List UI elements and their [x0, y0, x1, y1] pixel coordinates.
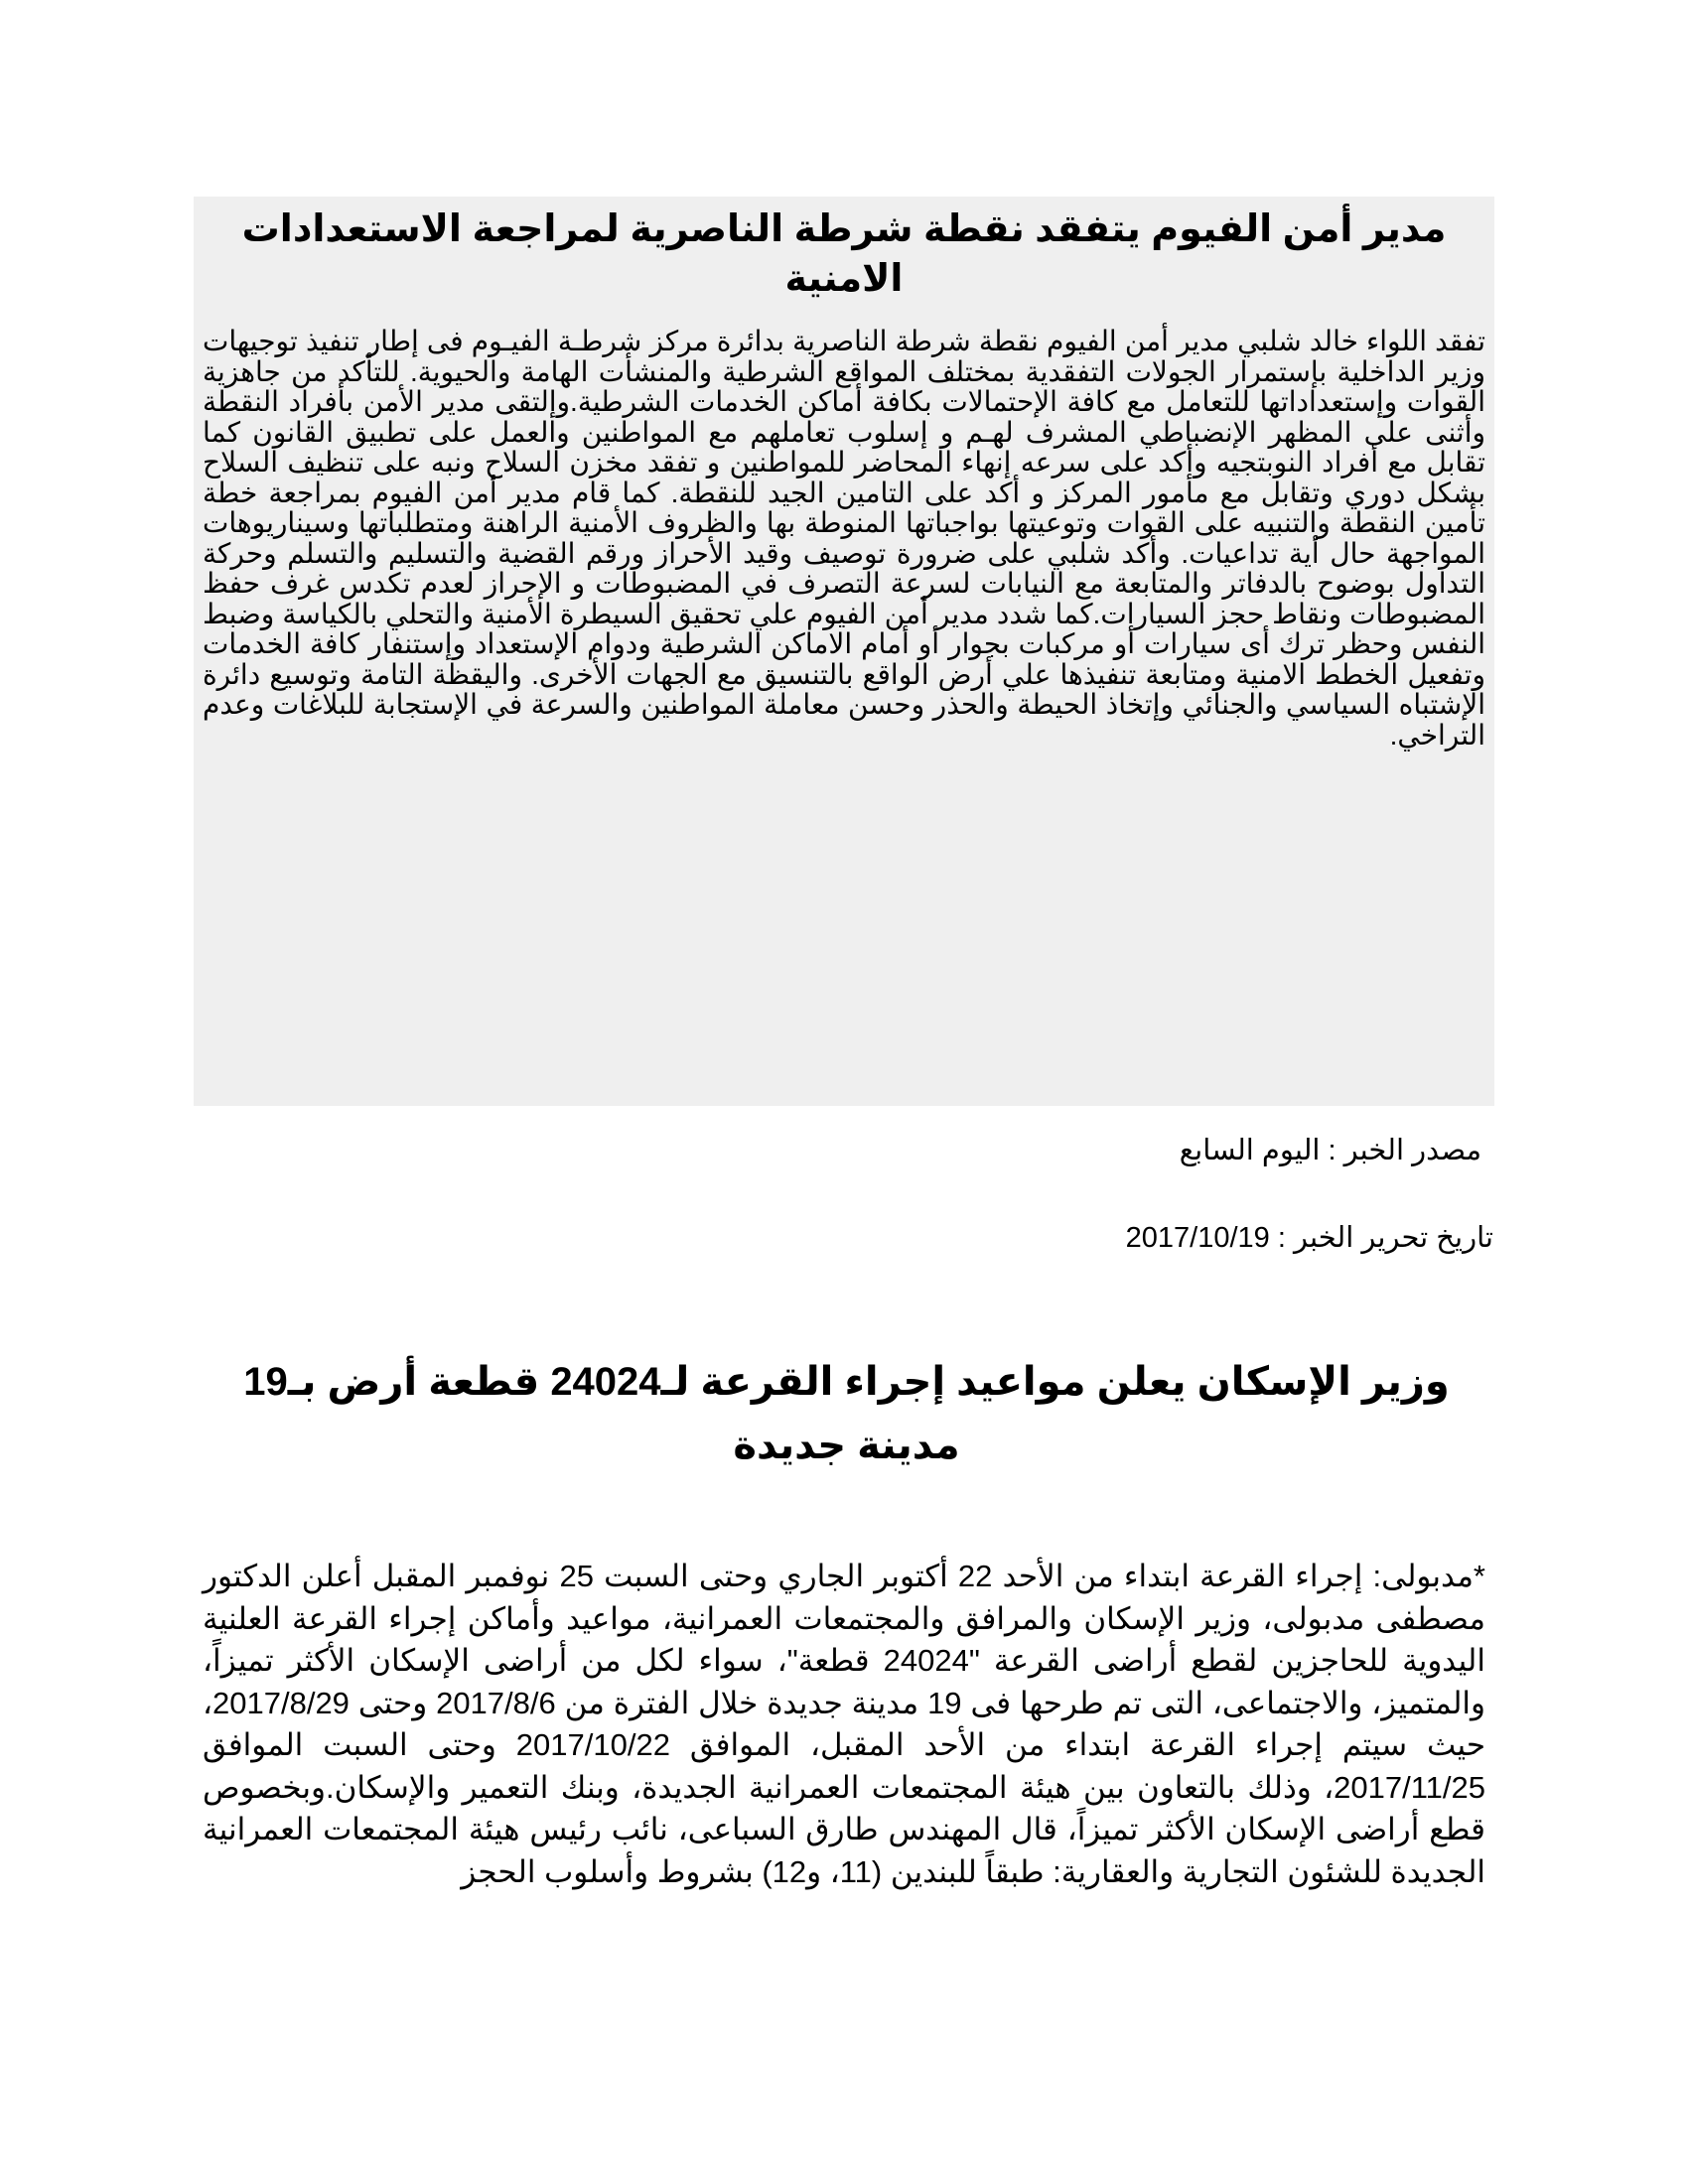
article2-body: *مدبولى: إجراء القرعة ابتداء من الأحد 22 أكتوبر الجاري وحتى السبت 25 نوفمبر المقبل أعلن الدكتور مصطفى مدبولى، وزير الإسكان والمرافق والمجتمعات العمرانية، مواعيد وأماكن إجراء القرعة العلنية اليدوية للحاجزين لقطع أراضى القرعة "24024 قطعة"، سواء لكل من أراضى الإسكان الأكثر تميزاً، والمتميز، والاجتماعى، التى تم طرحها فى 19 مدينة جديدة خلال الفترة من 2017/8/6 وحتى 2017/8/29، حيث سيتم إجراء القرعة ابتداء من الأحد المقبل، الموافق 2017/10/22 وحتى السبت الموافق 2017/11/25، وذلك بالتعاون بين هيئة المجتمعات العمرانية الجديدة، وبنك التعمير والإسكان.وبخصوص قطع أراضى الإسكان الأكثر تميزاً، قال المهندس طارق السباعى، نائب رئيس هيئة المجتمعات العمرانية الجديدة للشئون التجارية والعقارية: طبقاً للبندين (11، و12) بشروط وأسلوب الحجز [203, 1559, 1485, 1889]
article1-body: تفقد اللواء خالد شلبي مدير أمن الفيوم نقطة شرطة الناصرية بدائرة مركز شرطـة الفيـوم فى إطار تنفيذ توجيهات وزير الداخلية بإستمرار الجولات التفقدية بمختلف المواقع الشرطية والمنشأت الهامة والحيوية. للتأكد من جاهزية القوات وإستعداداتها للتعامل مع كافة الإحتمالات بكافة أماكن الخدمات الشرطية.وإلتقى مدير الأمن بأفراد النقطة وأثنى على المظهر الإنضباطي المشرف لهـم و إسلوب تعاملهم مع المواطنين والعمل على تطبيق القانون كما تقابل مع أفراد النوبتجيه وأكد على سرعه إنهاء المحاضر للمواطنين و تفقد مخزن السلاح ونبه على تنظيف السلاح بشكل دوري وتقابل مع مأمور المركز و أكد على التامين الجيد للنقطة. كما قام مدير أمن الفيوم بمراجعة خطة تأمين النقطة والتنبيه على القوات وتوعيتها بواجباتها المنوطة بها والظروف الأمنية الراهنة ومتطلباتها وسيناريوهات المواجهة حال أية تداعيات. وأكد شلبي على ضرورة توصيف وقيد الأحراز ورقم القضية والتسليم والتسلم وحركة التداول بوضوح بالدفاتر والمتابعة مع النيابات لسرعة التصرف في المضبوطات و الإحراز لعدم تكدس غرف حفظ المضبوطات ونقاط حجز السيارات.كما شدد مدير أمن الفيوم علي تحقيق السيطرة الأمنية والتحلي بالكياسة وضبط النفس وحظر ترك أى سيارات أو مركبات بجوار أو أمام الاماكن الشرطية ودوام الإستعداد وإستنفار كافة الخدمات وتفعيل الخطط الامنية ومتابعة تنفيذها علي أرض الواقع بالتنسيق مع الجهات الأخرى. واليقظة التامة وتوسيع دائرة الإشتباه السياسي والجنائي وإتخاذ الحيطة والحذر وحسن معاملة المواطنين والسرعة في الإستجابة للبلاغات وعدم التراخي. [203, 326, 1485, 751]
article1-headline: مدير أمن الفيوم يتفقد نقطة شرطة الناصرية لمراجعة الاستعدادات الامنية [241, 208, 1447, 300]
news-source: مصدر الخبر : اليوم السابع [1179, 1135, 1481, 1166]
article2-headline: وزير الإسكان يعلن مواعيد إجراء القرعة لـ24024 قطعة أرض بـ19 مدينة جديدة [243, 1360, 1450, 1467]
news-date: تاريخ تحرير الخبر : 2017/10/19 [1125, 1222, 1493, 1254]
